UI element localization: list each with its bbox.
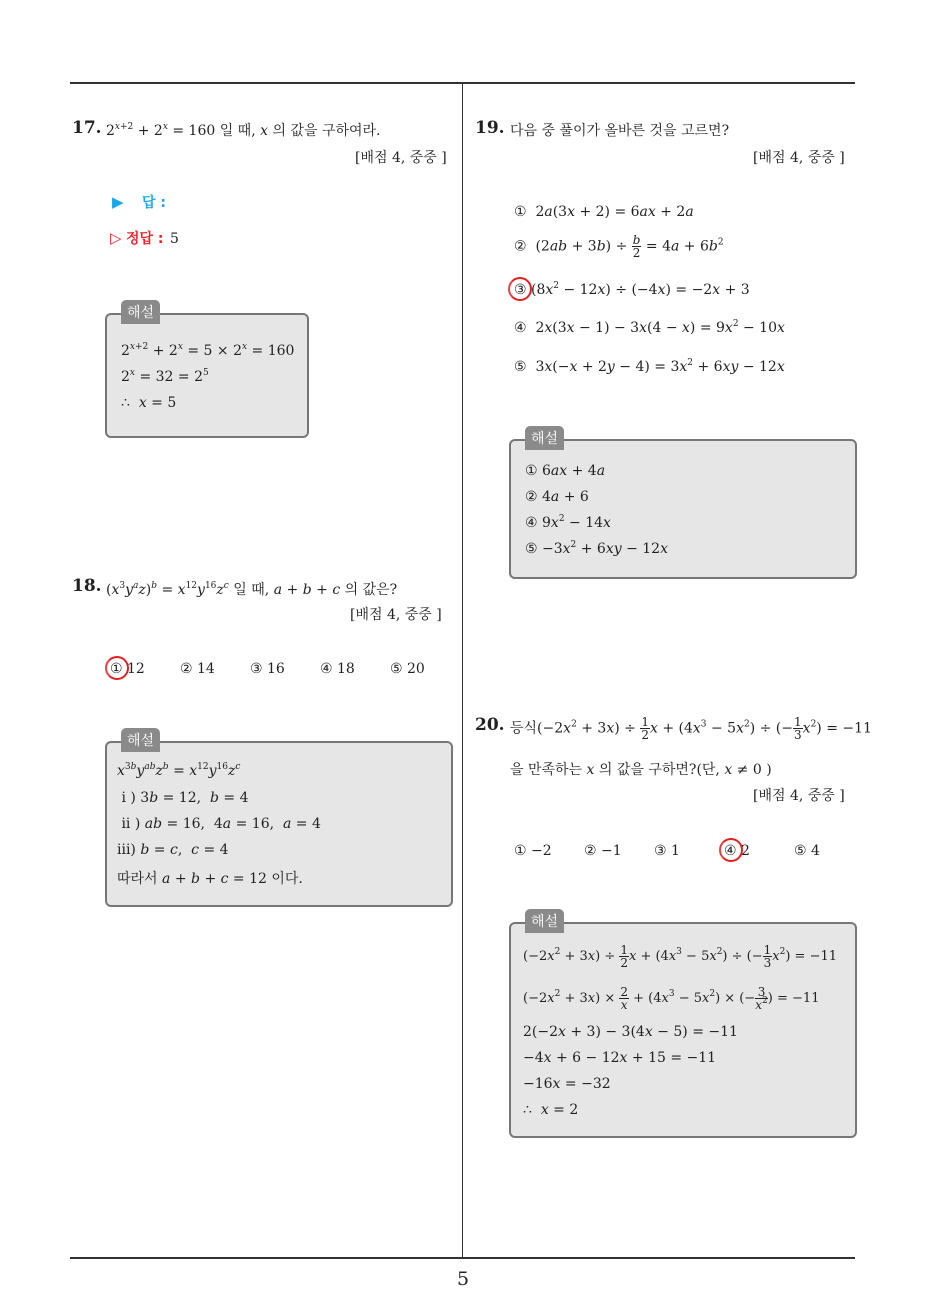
q17-explanation-tag: 해설 <box>121 300 160 324</box>
q19-number: 19. <box>475 118 505 138</box>
q18-exp-line-5: 따라서 a + b + c = 12 이다. <box>117 871 303 887</box>
q19-selected-circle <box>508 277 532 301</box>
q20-exp-line-5: −16x = −32 <box>523 1076 611 1092</box>
bottom-rule <box>70 1257 855 1259</box>
q18-explanation-tag: 해설 <box>121 728 160 752</box>
q19-exp-line-1: ① 6ax + 4a <box>525 463 606 479</box>
q20-explanation-tag: 해설 <box>525 909 564 933</box>
q18-explanation-box <box>105 733 453 907</box>
q20-exp-line-4: −4x + 6 − 12x + 15 = −11 <box>523 1050 717 1066</box>
q17-exp-line-1: $2^{x+2} + 2^x = 5 \times 2^x = 160$ <box>121 342 295 359</box>
q20-number: 20. <box>475 715 505 735</box>
q17-correct-label: 정답 : <box>126 231 164 247</box>
q18-exp-line-2: i ) 3b = 12, b = 4 <box>117 790 249 806</box>
q18-number: 18. <box>72 576 102 596</box>
q18-option-3[interactable]: ③ 16 <box>250 661 285 677</box>
q20-option-2[interactable]: ② −1 <box>584 843 622 859</box>
q18-exp-line-3: ii ) ab = 16, 4a = 16, a = 4 <box>117 816 321 832</box>
q19-text: 다음 중 풀이가 올바른 것을 고르면? <box>510 123 730 139</box>
q18-option-5[interactable]: ⑤ 20 <box>390 661 425 677</box>
q17-meta: [배점 4, 중중 ] <box>355 150 447 166</box>
q20-meta: [배점 4, 중중 ] <box>753 788 845 804</box>
q20-option-4[interactable]: ④ 2 <box>724 843 750 859</box>
q17-explanation-box <box>105 305 309 438</box>
q17-text: $2^{x+2} + 2^x = 160$ 일 때, x 의 값을 구하여라. <box>106 122 381 139</box>
q19-meta: [배점 4, 중중 ] <box>753 150 845 166</box>
q20-selected-circle <box>719 838 743 862</box>
outline-arrow-icon: ▷ <box>110 229 122 247</box>
q20-option-5[interactable]: ⑤ 4 <box>794 843 820 859</box>
q18-selected-circle <box>105 656 129 680</box>
q17-exp-line-3: ∴ x = 5 <box>121 395 177 411</box>
q20-explanation-box <box>509 914 857 1138</box>
q19-option-1[interactable]: ① 2a(3x + 2) = 6ax + 2a <box>514 204 694 220</box>
q20-option-1[interactable]: ① −2 <box>514 843 552 859</box>
q20-text: 등식$(-2x^2 + 3x)$ ÷ $\frac{1}{2}$ $x + (4x^3 - 5x^2)$ ÷ (− $\frac{1}{3}$ $x^2) = -11$ <box>510 715 872 742</box>
q17-exp-line-2: $2^x = 32 = 2^5$ <box>121 368 209 385</box>
q18-option-2[interactable]: ② 14 <box>180 661 215 677</box>
play-arrow-icon: ▶ <box>112 193 124 211</box>
q17-answer-label: 답 : <box>142 195 166 211</box>
q17-answer-row <box>112 192 166 212</box>
q19-option-5[interactable]: ⑤ $3x(-x + 2y - 4) = 3x^2 + 6xy - 12x$ <box>514 358 785 375</box>
q17-correct-row <box>110 228 179 248</box>
q18-option-4[interactable]: ④ 18 <box>320 661 355 677</box>
q20-option-3[interactable]: ③ 1 <box>654 843 680 859</box>
q20-exp-line-2: $(-2x^2 + 3x)$ × $\frac{2}{x}$ + $(4x^3 - 5x^2)$ × (− $\frac{3}{x^2}$ ) = −11 <box>523 985 820 1012</box>
q18-option-1[interactable]: ① 12 <box>110 661 145 677</box>
q20-exp-line-1: $(-2x^2 + 3x)$ ÷ $\frac{1}{2}$ $x + (4x^3 - 5x^2)$ ÷ (− $\frac{1}{3}$ $x^2) = -11$ <box>523 943 838 970</box>
q19-exp-line-3: ④ $9x^2 - 14x$ <box>525 514 611 531</box>
q19-exp-line-2: ② 4a + 6 <box>525 489 589 505</box>
column-divider <box>462 84 463 1258</box>
q19-option-3[interactable]: ③ $(8x^2 - 12x) \div (-4x) = -2x + 3$ <box>514 281 750 298</box>
q18-exp-line-4: iii) b = c, c = 4 <box>117 842 229 858</box>
q18-exp-line-1: $x^{3b}y^{ab}z^b = x^{12}y^{16}z^c$ <box>117 762 241 779</box>
q20-exp-line-6: ∴ x = 2 <box>523 1102 579 1118</box>
q20-exp-line-3: 2(−2x + 3) − 3(4x − 5) = −11 <box>523 1024 738 1040</box>
q18-text: $(x^3y^az)^b = x^{12}y^{16}z^c$ 일 때, a + b + c 의 값은? <box>106 581 398 598</box>
q20-text-2: 을 만족하는 x 의 값을 구하면?(단, x ≠ 0 ) <box>510 762 772 778</box>
q19-option-2[interactable]: ② (2ab + 3b) ÷ $\frac{b}{2}$ = $4a + 6b^2$ <box>514 233 724 260</box>
page-number: 5 <box>457 1268 470 1290</box>
q18-meta: [배점 4, 중중 ] <box>350 607 442 623</box>
q19-explanation-box <box>509 431 857 579</box>
q19-exp-line-4: ⑤ $-3x^2 + 6xy - 12x$ <box>525 540 668 557</box>
q19-option-4[interactable]: ④ $2x(3x - 1) - 3x(4 - x) = 9x^2 - 10x$ <box>514 319 785 336</box>
q19-explanation-tag: 해설 <box>525 426 564 450</box>
q17-number: 17. <box>72 118 102 138</box>
q17-correct-value: 5 <box>169 231 179 247</box>
